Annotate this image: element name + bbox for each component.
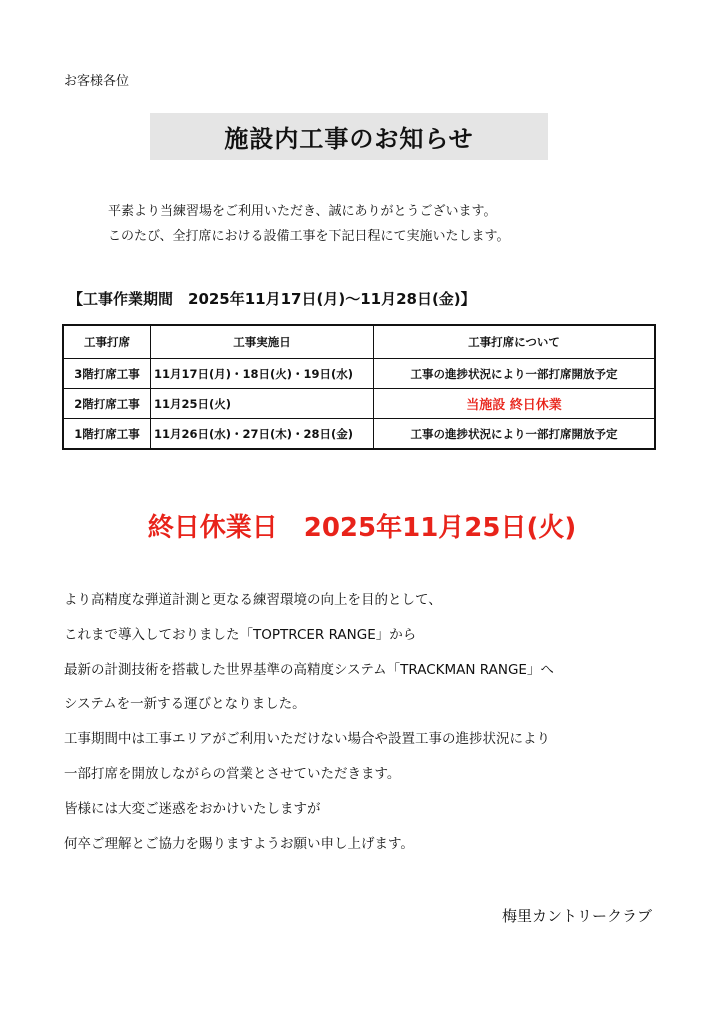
header-floor: 工事打席 [63,325,151,359]
body-line: 何卒ご理解とご協力を賜りますようお願い申し上げます。 [64,835,414,852]
header-note: 工事打席について [374,325,656,359]
schedule-table [62,324,656,450]
row-note: 工事の進捗状況により一部打席開放予定 [374,419,656,450]
row-floor: 1階打席工事 [63,419,151,450]
row-dates: 11月17日(月)・18日(火)・19日(水) [151,359,374,389]
body-line: 工事期間中は工事エリアがご利用いただけない場合や設置工事の進捗状況により [64,731,550,748]
row-note-closed: 当施設 終日休業 [374,389,656,419]
table-row [63,419,655,450]
intro-paragraph [108,199,509,249]
intro-line: 平素より当練習場をご利用いただき、誠にありがとうございます。 [108,204,497,219]
table-row [63,389,655,419]
construction-period: 【工事作業期間 2025年11月17日(月)～11月28日(金)】 [68,290,476,308]
body-line: 最新の計測技術を搭載した世界基準の高精度システム「TRACKMAN RANGE」へ [64,661,554,678]
row-floor: 2階打席工事 [63,389,151,419]
table-header-row [63,325,655,359]
row-dates: 11月25日(火) [151,389,374,419]
body-line: システムを一新する運びとなりました。 [64,696,306,713]
body-line: 皆様には大変ご迷惑をおかけいたしますが [64,800,321,817]
page-title: 施設内工事のお知らせ [150,113,548,160]
intro-line: このたび、全打席における設備工事を下記日程にて実施いたします。 [108,229,510,244]
signature: 梅里カントリークラブ [501,907,652,925]
closed-day-notice: 終日休業日 2025年11月25日(火) [147,513,577,543]
body-line: 一部打席を開放しながらの営業とさせていただきます。 [64,765,401,782]
body-paragraph [64,588,554,866]
body-line: これまで導入しておりました「TOPTRCER RANGE」から [64,626,417,643]
table-row [63,359,655,389]
row-dates: 11月26日(水)・27日(木)・28日(金) [151,419,374,450]
header-dates: 工事実施日 [151,325,374,359]
body-line: より高精度な弾道計測と更なる練習環境の向上を目的として、 [64,592,442,608]
row-floor: 3階打席工事 [63,359,151,389]
row-note: 工事の進捗状況により一部打席開放予定 [374,359,656,389]
salutation: お客様各位 [64,74,130,89]
